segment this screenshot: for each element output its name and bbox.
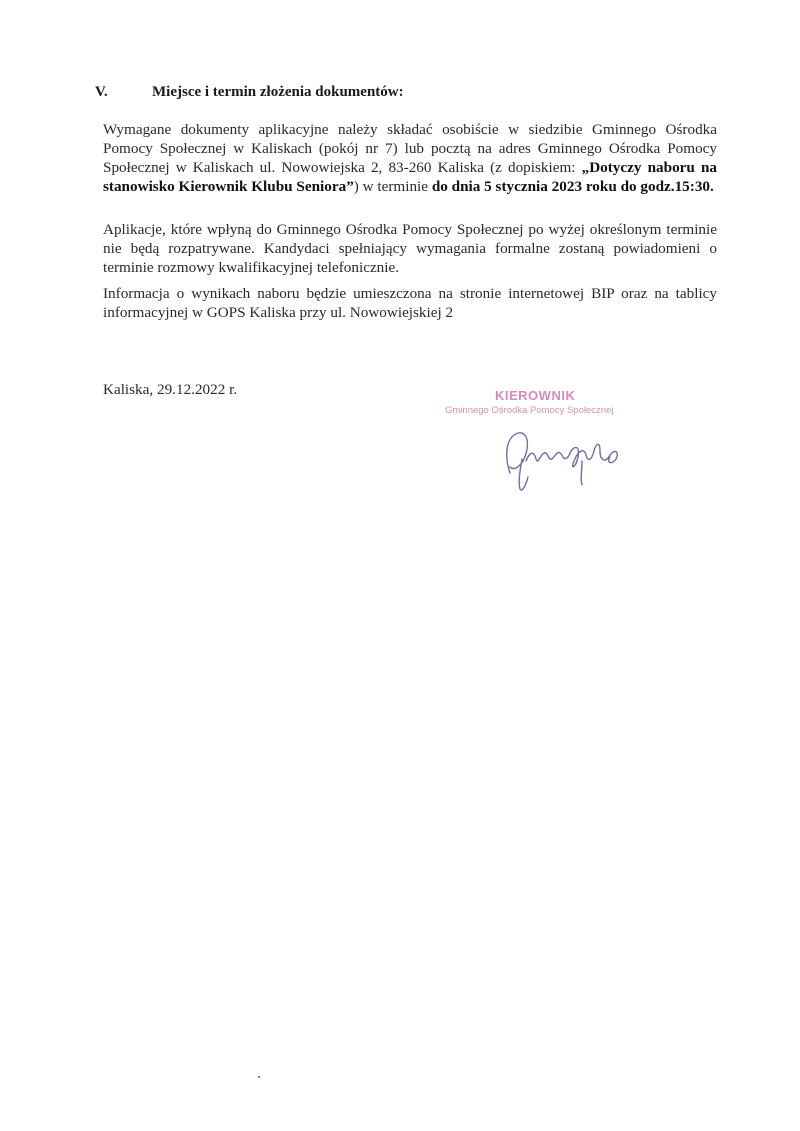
late-applications-paragraph: Aplikacje, które wpłyną do Gminnego Ośrodka Pomocy Społecznej po wyżej określonym terminie nie będą rozpatrywane. Kandydaci spełniający wymagania formalne zostaną powiadomieni o terminie rozmowy kwalifikacyjnej telefonicznie.: [103, 221, 717, 276]
results-info-paragraph: Informacja o wynikach naboru będzie umieszczona na stronie internetowej BIP oraz na tablicy informacyjnej w GOPS Kaliska przy ul. Nowowiejskiej 2: [103, 285, 717, 321]
section-number: V.: [95, 84, 108, 100]
official-stamp: [440, 385, 640, 495]
place-date: Kaliska, 29.12.2022 r.: [103, 381, 238, 398]
submission-text-start: Wymagane dokumenty aplikacyjne należy składać osobiście w siedzibie Gminnego Ośrodka Pomocy Społecznej w Kaliskach (pokój nr 7) lub pocztą na adres Gminnego Ośrodka Pomocy Społecznej w Kaliskach ul. Nowowiejska 2, 83-260 Kaliska (z dopiskiem:: [103, 121, 717, 176]
section-title: Miejsce i termin złożenia dokumentów:: [152, 84, 404, 100]
submission-annotation: „Dotyczy naboru na stanowisko Kierownik Klubu Seniora”: [103, 159, 717, 195]
stamp-title: KIEROWNIK: [495, 388, 576, 403]
section-heading: [95, 84, 404, 101]
page-mark: [258, 1076, 260, 1078]
submission-deadline: do dnia 5 stycznia 2023 roku do godz.15:30.: [431, 178, 714, 195]
submission-paragraph: [103, 120, 717, 196]
handwritten-signature: [470, 415, 640, 495]
submission-text-mid: ) w terminie: [353, 178, 432, 195]
stamp-institution: Gminnego Ośrodka Pomocy Społecznej: [445, 405, 614, 416]
